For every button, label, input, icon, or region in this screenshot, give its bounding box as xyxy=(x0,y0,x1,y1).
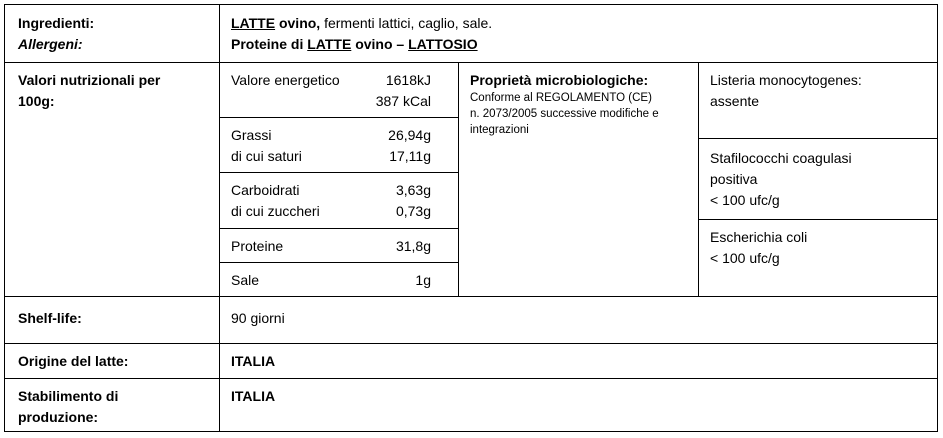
saturi-value: 17,11g xyxy=(389,148,431,164)
row-divider xyxy=(4,378,938,379)
valori-label-line2: 100g: xyxy=(18,93,55,109)
table-border-top xyxy=(4,4,938,5)
stabilimento-label-line2: produzione: xyxy=(18,409,99,425)
saturi-label: di cui saturi xyxy=(231,148,302,164)
micro-line1: Conforme al REGOLAMENTO (CE) xyxy=(470,92,652,104)
stafilococchi-line3: < 100 ufc/g xyxy=(710,192,780,208)
sale-label: Sale xyxy=(231,272,260,288)
allergeni-prefix: Proteine di xyxy=(231,36,308,52)
nutrition-divider xyxy=(219,172,458,173)
grassi-value: 26,94g xyxy=(388,127,431,143)
proteine-value: 31,8g xyxy=(395,238,431,254)
table-border-bottom xyxy=(4,431,938,432)
energia-kcal: 387 kCal xyxy=(375,93,431,109)
stabilimento-label-line1: Stabilimento di xyxy=(18,388,119,404)
table-border-right xyxy=(937,4,938,432)
allergeni-lattosio: LATTOSIO xyxy=(408,36,478,52)
micro-line3: integrazioni xyxy=(470,124,529,136)
energia-label: Valore energetico xyxy=(231,72,340,88)
nutrition-divider xyxy=(219,117,458,118)
product-spec-table xyxy=(4,4,938,432)
grassi-label: Grassi xyxy=(231,127,272,143)
proteine-label: Proteine xyxy=(231,238,284,254)
column-divider xyxy=(698,62,699,297)
allergeni-label: Allergeni: xyxy=(18,36,83,52)
allergeni-text xyxy=(231,34,478,54)
origine-value: ITALIA xyxy=(231,353,276,369)
escherichia-line2: < 100 ufc/g xyxy=(710,250,780,266)
origine-label: Origine del latte: xyxy=(18,353,129,369)
carboidrati-value: 3,63g xyxy=(395,182,431,198)
stabilimento-value: ITALIA xyxy=(231,388,276,404)
stafilococchi-line1: Stafilococchi coagulasi xyxy=(710,150,852,166)
zuccheri-label: di cui zuccheri xyxy=(231,203,320,219)
listeria-line1: Listeria monocytogenes: xyxy=(710,72,862,88)
row-divider xyxy=(4,62,938,63)
nutrition-divider xyxy=(219,262,458,263)
ovino-text: ovino, xyxy=(275,15,321,31)
ingredienti-label: Ingredienti: xyxy=(18,15,95,31)
micro-line2: n. 2073/2005 successive modifiche e xyxy=(470,108,659,120)
energia-kj: 1618kJ xyxy=(385,72,431,88)
column-divider xyxy=(219,4,220,432)
nutrition-divider xyxy=(219,228,458,229)
latte-text: LATTE xyxy=(231,15,276,31)
shelf-life-value: 90 giorni xyxy=(231,310,285,326)
micro-title: Proprietà microbiologiche: xyxy=(470,72,649,88)
allergeni-latte: LATTE xyxy=(307,36,352,52)
ingredienti-text xyxy=(231,13,492,33)
allergeni-mid: ovino – xyxy=(351,36,409,52)
carboidrati-label: Carboidrati xyxy=(231,182,300,198)
listeria-line2: assente xyxy=(710,93,760,109)
column-divider xyxy=(458,62,459,297)
micro-divider xyxy=(698,219,938,220)
shelf-life-label: Shelf-life: xyxy=(18,310,82,326)
stafilococchi-line2: positiva xyxy=(710,171,758,187)
valori-label-line1: Valori nutrizionali per xyxy=(18,72,161,88)
row-divider xyxy=(4,296,938,297)
row-divider xyxy=(4,343,938,344)
ingredienti-rest: fermenti lattici, caglio, sale. xyxy=(320,15,493,31)
zuccheri-value: 0,73g xyxy=(395,203,431,219)
escherichia-line1: Escherichia coli xyxy=(710,229,808,245)
table-border-left xyxy=(4,4,5,432)
sale-value: 1g xyxy=(415,272,431,288)
micro-divider xyxy=(698,138,938,139)
